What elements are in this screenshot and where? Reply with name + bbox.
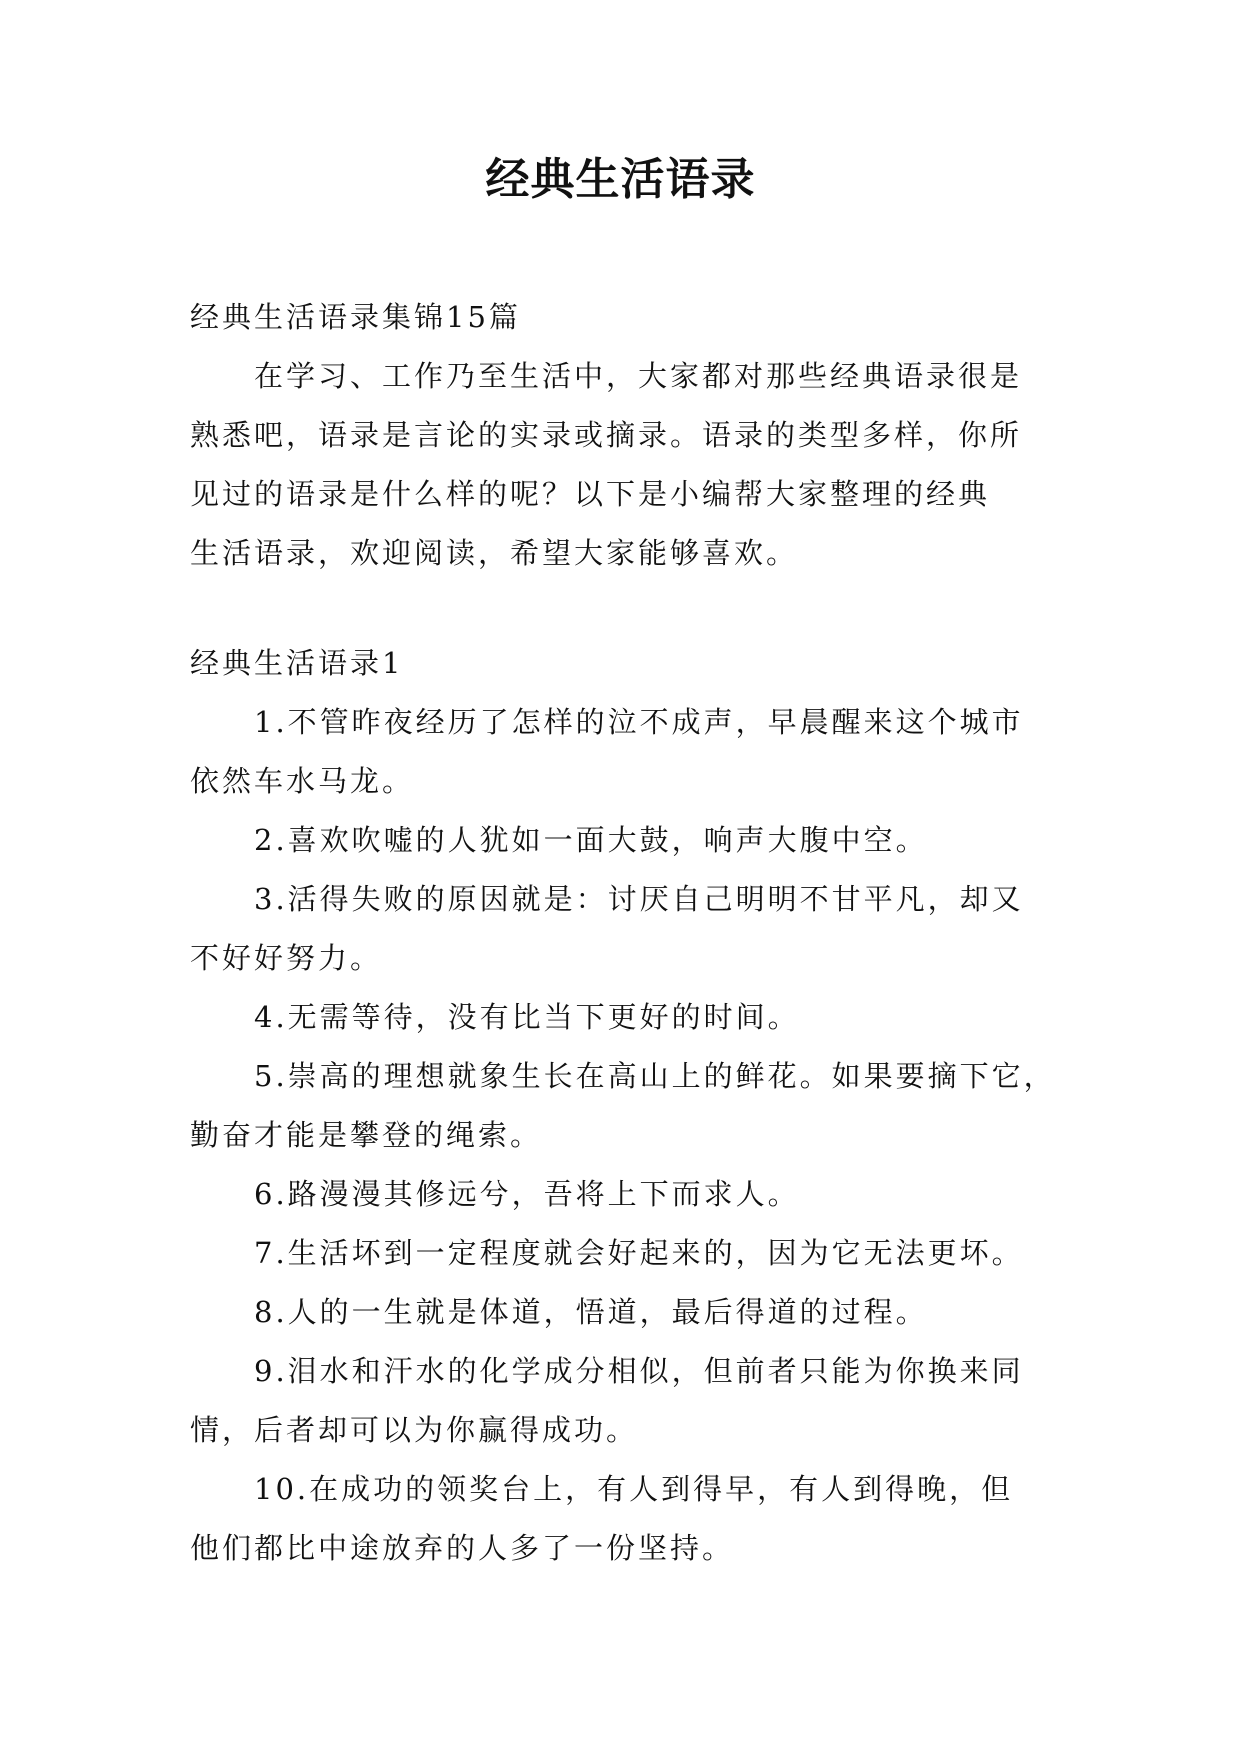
paragraph-gap <box>190 583 1050 634</box>
quote-item-10: 10.在成功的领奖台上，有人到得早，有人到得晚，但 <box>254 1472 1014 1506</box>
page-title: 经典生活语录 <box>485 154 756 205</box>
quote-item-2: 2.喜欢吹嘘的人犹如一面大鼓，响声大腹中空。 <box>254 823 928 857</box>
quote-item-3-continued: 不好好努力。 <box>190 941 383 975</box>
quote-item-3: 3.活得失败的原因就是：讨厌自己明明不甘平凡，却又 <box>254 882 1024 916</box>
section-heading: 经典生活语录1 <box>190 646 404 680</box>
document-subtitle: 经典生活语录集锦15篇 <box>190 300 521 334</box>
quote-item-10-continued: 他们都比中途放弃的人多了一份坚持。 <box>190 1531 735 1565</box>
document-body <box>190 288 1056 1578</box>
quote-item-8: 8.人的一生就是体道，悟道，最后得道的过程。 <box>254 1295 928 1329</box>
quote-item-1: 1.不管昨夜经历了怎样的泣不成声，早晨醒来这个城市 <box>254 705 1024 739</box>
quote-item-5-continued: 勤奋才能是攀登的绳索。 <box>190 1118 543 1152</box>
intro-line: 熟悉吧，语录是言论的实录或摘录。语录的类型多样，你所 <box>190 418 1023 452</box>
intro-line: 生活语录，欢迎阅读，希望大家能够喜欢。 <box>190 536 799 570</box>
quote-item-7: 7.生活坏到一定程度就会好起来的，因为它无法更坏。 <box>254 1236 1024 1270</box>
intro-line: 在学习、工作乃至生活中，大家都对那些经典语录很是 <box>254 359 1023 393</box>
quote-item-5: 5.崇高的理想就象生长在高山上的鲜花。如果要摘下它， <box>254 1059 1056 1093</box>
quote-item-9-continued: 情，后者却可以为你赢得成功。 <box>190 1413 639 1447</box>
quote-item-9: 9.泪水和汗水的化学成分相似，但前者只能为你换来同 <box>254 1354 1024 1388</box>
quote-item-6: 6.路漫漫其修远兮，吾将上下而求人。 <box>254 1177 800 1211</box>
quote-item-4: 4.无需等待，没有比当下更好的时间。 <box>254 1000 800 1034</box>
quote-item-1-continued: 依然车水马龙。 <box>190 764 415 798</box>
intro-line: 见过的语录是什么样的呢？以下是小编帮大家整理的经典 <box>190 477 991 511</box>
